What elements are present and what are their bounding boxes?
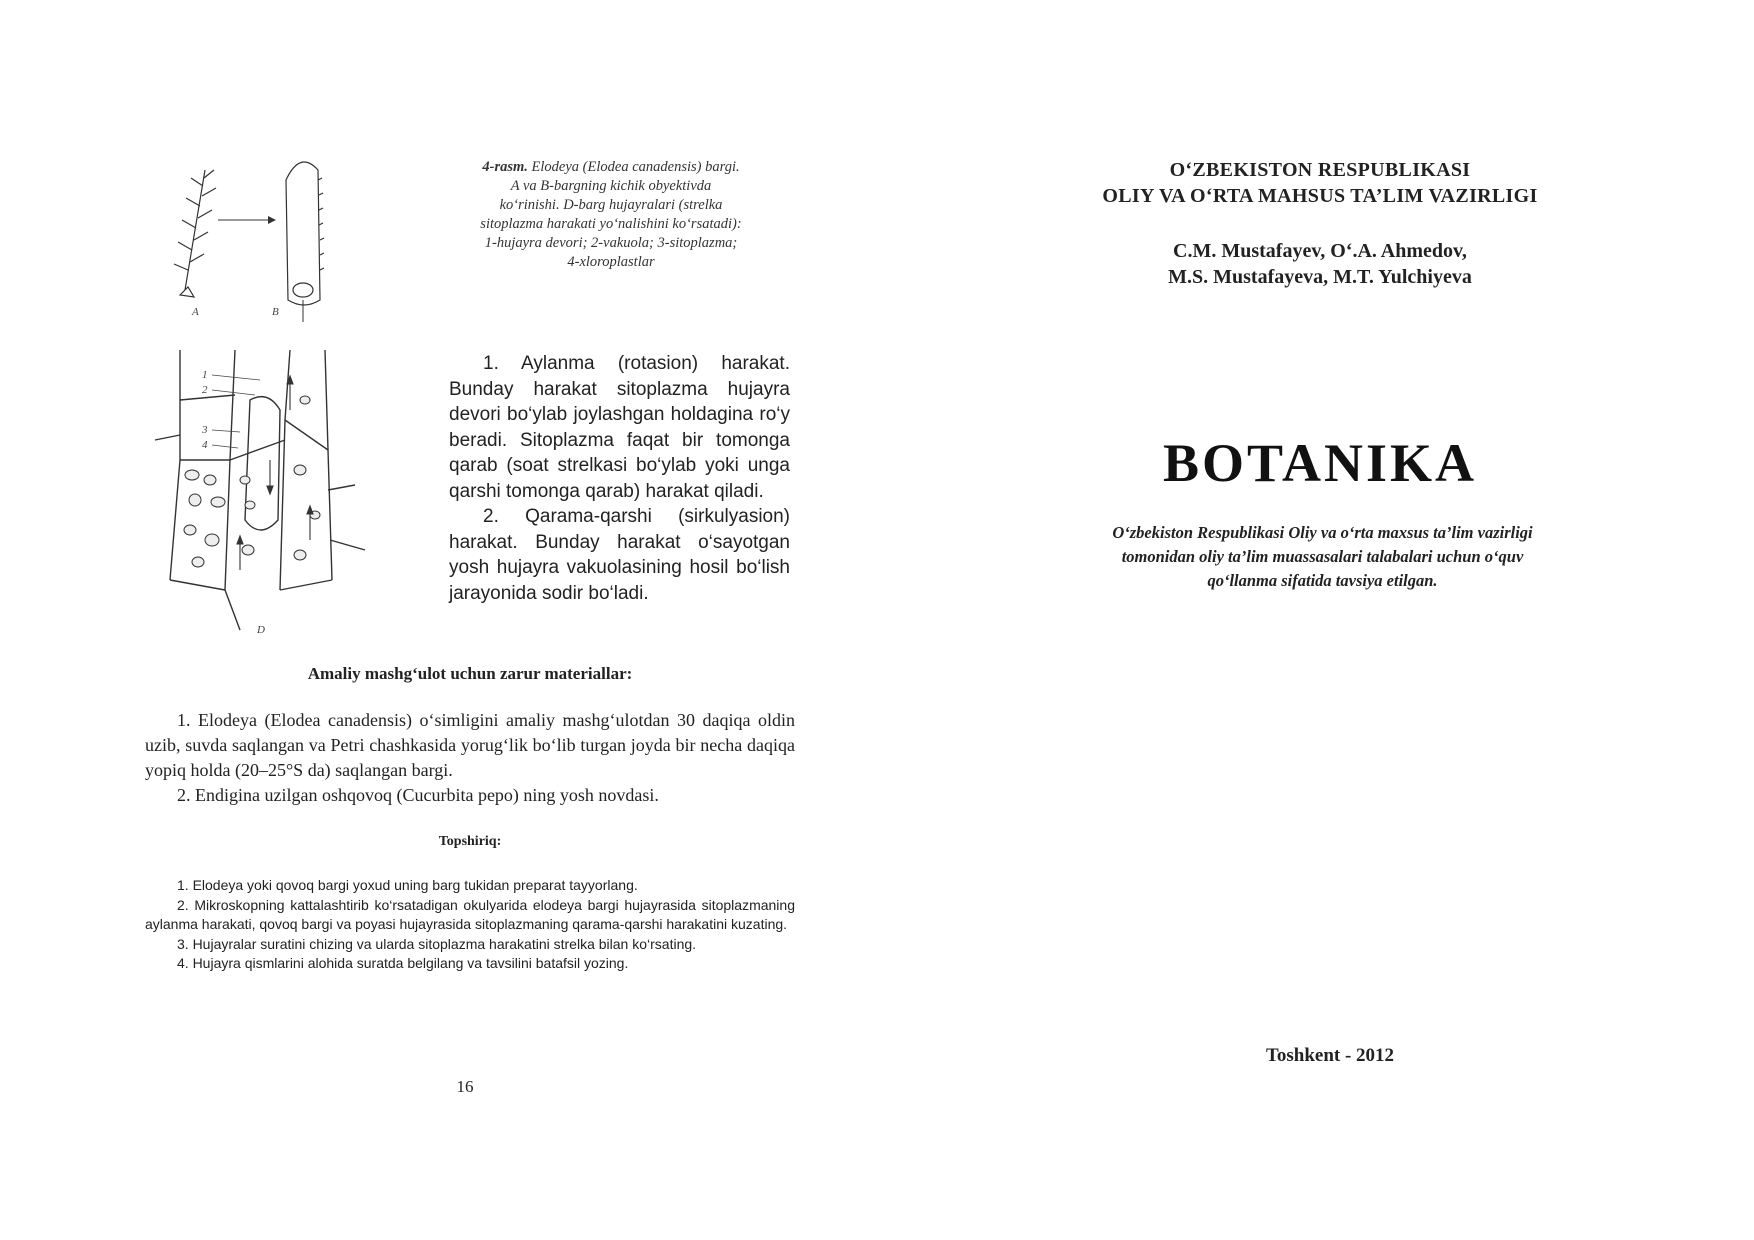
- recommendation-line-2: tomonidan oliy ta’lim muassasalari talabalari uchun o‘quv: [1121, 547, 1524, 566]
- list-item: 2. Endigina uzilgan oshqovoq (Cucurbita pepo) ning yosh novdasi.: [177, 785, 659, 805]
- ministry-line-1: O‘ZBEKISTON RESPUBLIKASI: [1169, 159, 1471, 181]
- tasks-list: [145, 876, 795, 974]
- authors: [1020, 238, 1620, 290]
- recommendation-line-3: qo‘llanma sifatida tavsiya etilgan.: [1207, 571, 1438, 590]
- list-item: 1. Elodeya yoki qovoq bargi yoxud uning barg tukidan preparat tayyorlang.: [177, 877, 638, 893]
- caption-line-5: 1-hujayra devori; 2-vakuola; 3-sitoplazma;: [484, 235, 738, 251]
- cytoplasm-movement-text: [449, 351, 790, 606]
- callout-2: 2: [202, 384, 208, 396]
- panel-label-d: D: [257, 624, 265, 636]
- recommendation-line-1: O‘zbekiston Respublikasi Oliy va o‘rta maxsus ta’lim vazirligi: [1112, 523, 1533, 542]
- ministry-header: [1020, 157, 1620, 209]
- list-item: 3. Hujayralar suratini chizing va ularda sitoplazma harakatini strelka bilan ko‘rsating.: [177, 935, 697, 952]
- list-item: 2. Mikroskopning kattalashtirib ko‘rsatadigan okulyarida elodeya bargi hujayrasida sitoplazmaning aylanma harakati, qovoq bargi va poyasi hujayrasida sitoplazmaning qarama-qarshi harakatini kuzating.: [145, 896, 795, 932]
- materials-list: [145, 708, 795, 808]
- paragraph-rotation: 1. Aylanma (rotasion) harakat. Bunday harakat sitoplazma hujayra devori bo‘ylab joylashgan holdagina ro‘y beradi. Sitoplazma faqat bir tomonga qarab (soat strelkasi bo‘ylab yoki unga qarshi tomonga qarab) harakat qiladi.: [449, 353, 790, 502]
- page-number: 16: [456, 1077, 474, 1096]
- authors-line-2: M.S. Mustafayeva, M.T. Yulchiyeva: [1168, 266, 1472, 288]
- cell-walls-drawing: [155, 350, 365, 630]
- figure-caption: [422, 158, 800, 272]
- caption-line-6: 4-xloroplastlar: [567, 254, 655, 270]
- caption-line-1: 4-rasm. Elodeya (Elodea canadensis) bargi.: [482, 159, 740, 175]
- materials-heading: Amaliy mashg‘ulot uchun zarur materiallar:: [307, 664, 633, 683]
- panel-label-b: B: [272, 306, 279, 318]
- callout-lines: [212, 375, 260, 448]
- recommendation-note: [1030, 521, 1615, 593]
- enlarge-arrowhead: [268, 216, 276, 224]
- callout-1: 1: [202, 369, 208, 381]
- callout-3: 3: [202, 424, 208, 436]
- list-item: 4. Hujayra qismlarini alohida suratda belgilang va tavsilini batafsil yozing.: [177, 955, 629, 971]
- caption-line-2: A va B-bargning kichik obyektivda: [510, 178, 712, 194]
- caption-line-4: sitoplazma harakati yo‘nalishini ko‘rsatadi):: [480, 216, 742, 232]
- elodea-shoot-figure: [150, 150, 350, 325]
- ministry-line-2: OLIY VA O‘RTA MAHSUS TA’LIM VAZIRLIGI: [1102, 185, 1538, 207]
- panel-label-a: A: [192, 306, 199, 318]
- elodea-shoot-drawing: [174, 170, 216, 297]
- authors-line-1: C.M. Mustafayev, O‘.A. Ahmedov,: [1173, 240, 1467, 262]
- callout-4: 4: [202, 439, 208, 451]
- book-title: BOTANIKA: [1162, 433, 1478, 493]
- paragraph-circulation: 2. Qarama-qarshi (sirkulyasion) harakat. Bunday harakat o‘sayotgan yosh hujayra vakuolasining hosil bo‘lish jarayonida sodir bo‘ladi.: [449, 506, 790, 604]
- enlarged-leaf-drawing: [286, 162, 324, 305]
- list-item: 1. Elodeya (Elodea canadensis) o‘simligini amaliy mashg‘ulotdan 30 daqiqa oldin uzib, suvda saqlangan va Petri chashkasida yorug‘lik bo‘lib turgan joyda bir necha daqiqa yopiq holda (20–25°S da) saqlangan bargi.: [145, 710, 795, 780]
- leaf-cells-figure: [150, 340, 400, 640]
- tasks-heading: Topshiriq:: [438, 834, 502, 849]
- city-year: Toshkent - 2012: [1265, 1045, 1395, 1066]
- caption-line-3: ko‘rinishi. D-barg hujayralari (strelka: [499, 197, 723, 213]
- chloroplasts-drawing: [184, 396, 320, 567]
- caption-label: 4-rasm.: [482, 159, 528, 175]
